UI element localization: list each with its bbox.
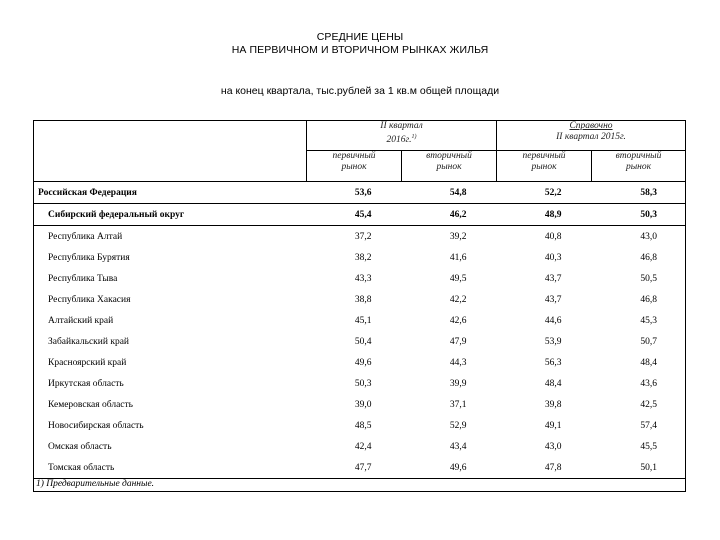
price-cell: 50,7 [592, 331, 686, 352]
price-cell: 45,1 [354, 315, 372, 326]
price-cell: 50,4 [354, 336, 372, 347]
price-table-container [33, 120, 685, 489]
table-row [34, 268, 686, 289]
header-secondary-2015 [592, 151, 686, 182]
price-cell: 41,6 [449, 252, 467, 263]
price-cell: 38,8 [354, 294, 372, 305]
price-cell: 46,8 [592, 247, 686, 268]
price-cell: 57,4 [592, 415, 686, 436]
price-table [33, 120, 686, 492]
region-name: Иркутская область [34, 373, 307, 394]
page-title-line2: НА ПЕРВИЧНОМ И ВТОРИЧНОМ РЫНКАХ ЖИЛЬЯ [231, 44, 489, 56]
price-cell: 40,8 [497, 226, 592, 248]
header-region-cell [34, 121, 307, 182]
header-primary-2015-l2: рынок [531, 162, 557, 172]
region-name: Республика Хакасия [34, 289, 307, 310]
table-row [34, 415, 686, 436]
footnote-row [34, 479, 686, 492]
header-reference-line1: Справочно [569, 121, 613, 131]
price-cell: 53,6 [307, 182, 402, 204]
price-cell: 48,4 [544, 378, 562, 389]
price-cell: 42,4 [354, 441, 372, 452]
header-q2-2016-line1: II квартал [380, 121, 423, 131]
table-body [34, 182, 686, 479]
header-primary-2015 [497, 151, 592, 182]
header-reference-2015 [497, 121, 686, 151]
table-row [34, 331, 686, 352]
region-name: Российская Федерация [34, 182, 307, 204]
price-cell: 42,6 [449, 315, 467, 326]
region-name: Республика Тыва [34, 268, 307, 289]
page-title-line1: СРЕДНИЕ ЦЕНЫ [316, 31, 404, 43]
table-row [34, 394, 686, 415]
table-row [34, 204, 686, 226]
price-cell: 43,0 [544, 441, 562, 452]
price-cell: 38,2 [354, 252, 372, 263]
price-cell: 45,3 [592, 310, 686, 331]
price-cell: 47,7 [354, 462, 372, 473]
price-cell: 44,6 [544, 315, 562, 326]
header-secondary-2015-l2: рынок [625, 162, 652, 172]
region-name: Красноярский край [34, 352, 307, 373]
table-row [34, 373, 686, 394]
region-name: Кемеровская область [34, 394, 307, 415]
region-name: Новосибирская область [34, 415, 307, 436]
header-secondary-2016 [402, 151, 497, 182]
price-cell: 50,1 [592, 457, 686, 479]
page-subtitle: на конец квартала, тыс.рублей за 1 кв.м общей площади [220, 85, 500, 97]
price-cell: 43,4 [449, 441, 467, 452]
region-name: Республика Бурятия [34, 247, 307, 268]
footnote: 1) Предварительные данные. [34, 479, 686, 492]
price-cell: 46,2 [402, 204, 497, 226]
region-name: Омская область [34, 436, 307, 457]
price-cell: 40,3 [544, 252, 562, 263]
price-cell: 50,3 [592, 204, 686, 226]
price-cell: 50,5 [592, 268, 686, 289]
price-cell: 54,8 [402, 182, 497, 204]
price-cell: 46,8 [592, 289, 686, 310]
price-cell: 52,2 [497, 182, 592, 204]
header-secondary-2016-l1: вторичный [426, 151, 472, 161]
header-secondary-2015-l1: вторичный [615, 151, 662, 161]
price-cell: 39,9 [449, 378, 467, 389]
price-cell: 37,1 [449, 399, 467, 410]
header-primary-2016-l1: первичный [332, 151, 376, 161]
price-cell: 48,9 [497, 204, 592, 226]
header-primary-2016-l2: рынок [341, 162, 367, 172]
header-row-periods [34, 121, 686, 151]
price-cell: 43,6 [592, 373, 686, 394]
header-primary-2015-l1: первичный [522, 151, 566, 161]
price-cell: 39,0 [354, 399, 372, 410]
region-name: Республика Алтай [34, 226, 307, 248]
header-secondary-2016-l2: рынок [436, 162, 462, 172]
price-cell: 49,6 [354, 357, 372, 368]
region-name: Забайкальский край [34, 331, 307, 352]
price-cell: 53,9 [544, 336, 562, 347]
price-cell: 49,5 [449, 273, 467, 284]
region-name: Томская область [34, 457, 307, 479]
price-cell: 39,2 [402, 226, 497, 248]
price-cell: 49,1 [544, 420, 562, 431]
price-cell: 56,3 [544, 357, 562, 368]
footnote-ref: 1) [411, 134, 417, 140]
price-cell: 47,8 [544, 462, 562, 473]
price-cell: 43,7 [544, 294, 562, 305]
header-primary-2016 [307, 151, 402, 182]
price-cell: 45,5 [592, 436, 686, 457]
price-cell: 48,4 [592, 352, 686, 373]
region-name: Алтайский край [34, 310, 307, 331]
table-row [34, 289, 686, 310]
price-cell: 49,6 [449, 462, 467, 473]
price-cell: 42,2 [449, 294, 467, 305]
table-row [34, 457, 686, 479]
table-row [34, 436, 686, 457]
price-cell: 37,2 [307, 226, 402, 248]
price-cell: 47,9 [449, 336, 467, 347]
header-reference-line2: II квартал 2015г. [556, 132, 626, 142]
table-row [34, 182, 686, 204]
table-row [34, 310, 686, 331]
price-cell: 52,9 [449, 420, 467, 431]
price-cell: 50,3 [354, 378, 372, 389]
header-q2-2016 [307, 121, 497, 151]
price-cell: 43,7 [544, 273, 562, 284]
price-cell: 58,3 [592, 182, 686, 204]
price-cell: 39,8 [544, 399, 562, 410]
table-row [34, 226, 686, 248]
price-cell: 48,5 [354, 420, 372, 431]
price-cell: 43,3 [354, 273, 372, 284]
region-name: Сибирский федеральный округ [34, 204, 307, 226]
header-q2-2016-line2: 2016г. [386, 135, 412, 146]
table-row [34, 247, 686, 268]
price-cell: 42,5 [592, 394, 686, 415]
price-cell: 44,3 [449, 357, 467, 368]
price-cell: 43,0 [592, 226, 686, 248]
table-row [34, 352, 686, 373]
price-cell: 45,4 [307, 204, 402, 226]
